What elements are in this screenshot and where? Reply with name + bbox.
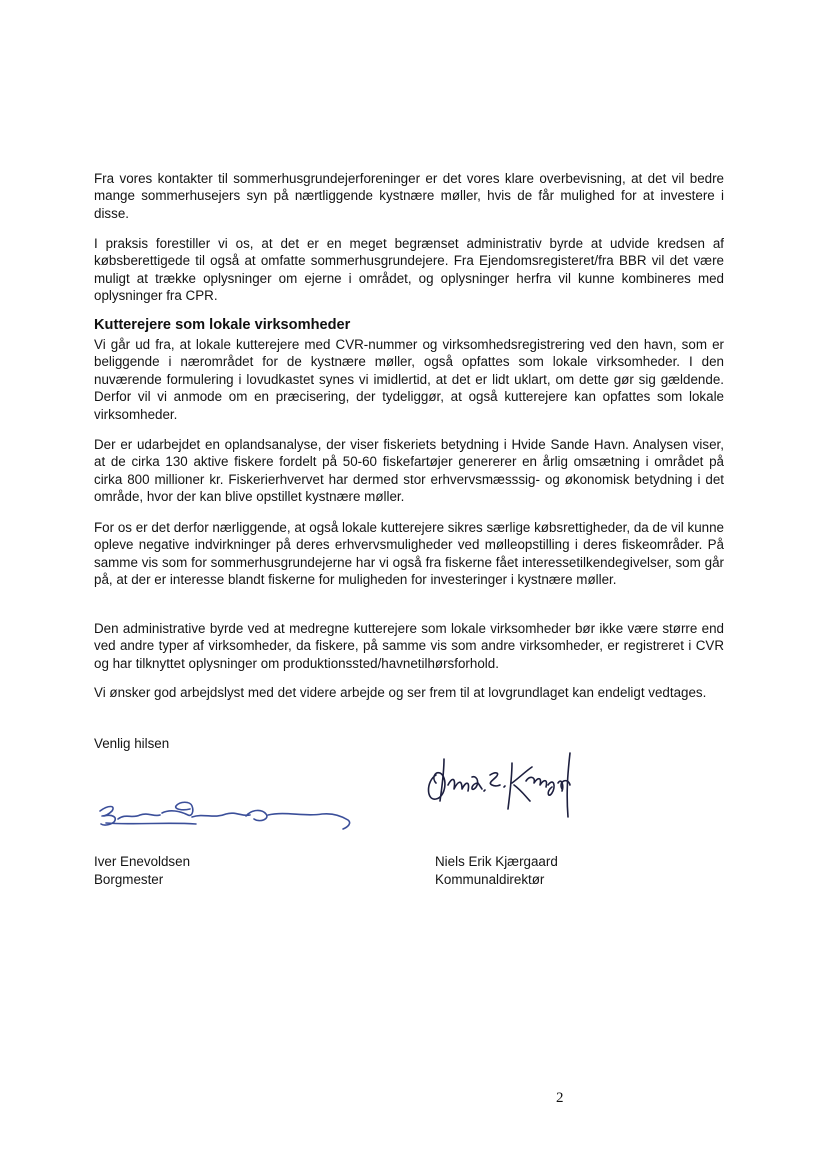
- section-heading: Kutterejere som lokale virksomheder: [94, 317, 351, 333]
- signature-niels-erik-kjaergaard: [422, 747, 582, 825]
- page-number: 2: [556, 1090, 564, 1106]
- signatory-right-name: Niels Erik Kjærgaard: [435, 854, 558, 869]
- signature-iver-enevoldsen: [96, 795, 358, 835]
- signatory-right-title: Kommunaldirektør: [435, 872, 545, 887]
- paragraph-sommerhusgrundejerforeninger: Fra vores kontakter til sommerhusgrundejerforeninger er det vores klare overbevisning, at det vil bedre mange sommerhusejers syn på nærtliggende kystnære møller, hvis de får mulighed for at investere i disse.: [94, 171, 724, 221]
- signatory-left-name: Iver Enevoldsen: [94, 854, 191, 869]
- paragraph-koebsrettigheder: For os er det derfor nærliggende, at også lokale kutterejere sikres særlige købsrettigheder, da de vil kunne opleve negative indvirkninger på deres erhvervsmuligheder ved mølleopstilling i deres fiskeområder. På samme vis som for sommerhusgrundejerne har vi også fra fiskerne fået interessetilkendegivelser, som går på, at der er interesse blandt fiskerne for muligheden for investeringer i kystnære møller.: [94, 520, 724, 588]
- paragraph-oplandsanalyse: Der er udarbejdet en oplandsanalyse, der viser fiskeriets betydning i Hvide Sande Havn. Analysen viser, at de cirka 130 aktive fiskere fordelt på 50-60 fiskefartøjer genererer en årlig omsætning i området på cirka 800 millioner kr. Fiskerierhvervet har dermed stor erhvervsmæsssig- og økonomisk betydning i det område, hvor der kan blive opstillet kystnære møller.: [94, 437, 724, 505]
- paragraph-kutterejere: Vi går ud fra, at lokale kutterejere med CVR-nummer og virksomhedsregistrering ved den havn, som er beliggende i nærområdet for de kystnære møller, også opfattes som lokale virksomheder. I den nuværende formulering i lovudkastet synes vi imidlertid, at det er lidt uklart, om dette gør sig gældende. Derfor vil vi anmode om en præcisering, der tydeliggør, at også kutterejere kan opfattes som lokale virksomheder.: [94, 337, 724, 422]
- paragraph-cvr-registrering: Den administrative byrde ved at medregne kutterejere som lokale virksomheder bør ikke være større end ved andre typer af virksomheder, da fiskere, på samme vis som andre virksomheder, er registreret i CVR og har tilknyttet oplysninger om produktionssted/havnetilhørsforhold.: [94, 621, 724, 671]
- paragraph-afslutning: Vi ønsker god arbejdslyst med det videre arbejde og ser frem til at lovgrundlaget kan endeligt vedtages.: [94, 685, 707, 700]
- paragraph-administrativ-byrde: I praksis forestiller vi os, at det er en meget begrænset administrativ byrde at udvide kredsen af købsberettigede til også at omfatte sommerhusgrundejere. Fra Ejendomsregisteret/fra BBR vil det være muligt at trække oplysninger om ejerne i området, og oplysninger herfra vil kunne kombineres med oplysninger fra CPR.: [94, 236, 724, 304]
- signatory-left-title: Borgmester: [94, 872, 164, 887]
- closing-greeting: Venlig hilsen: [94, 736, 170, 751]
